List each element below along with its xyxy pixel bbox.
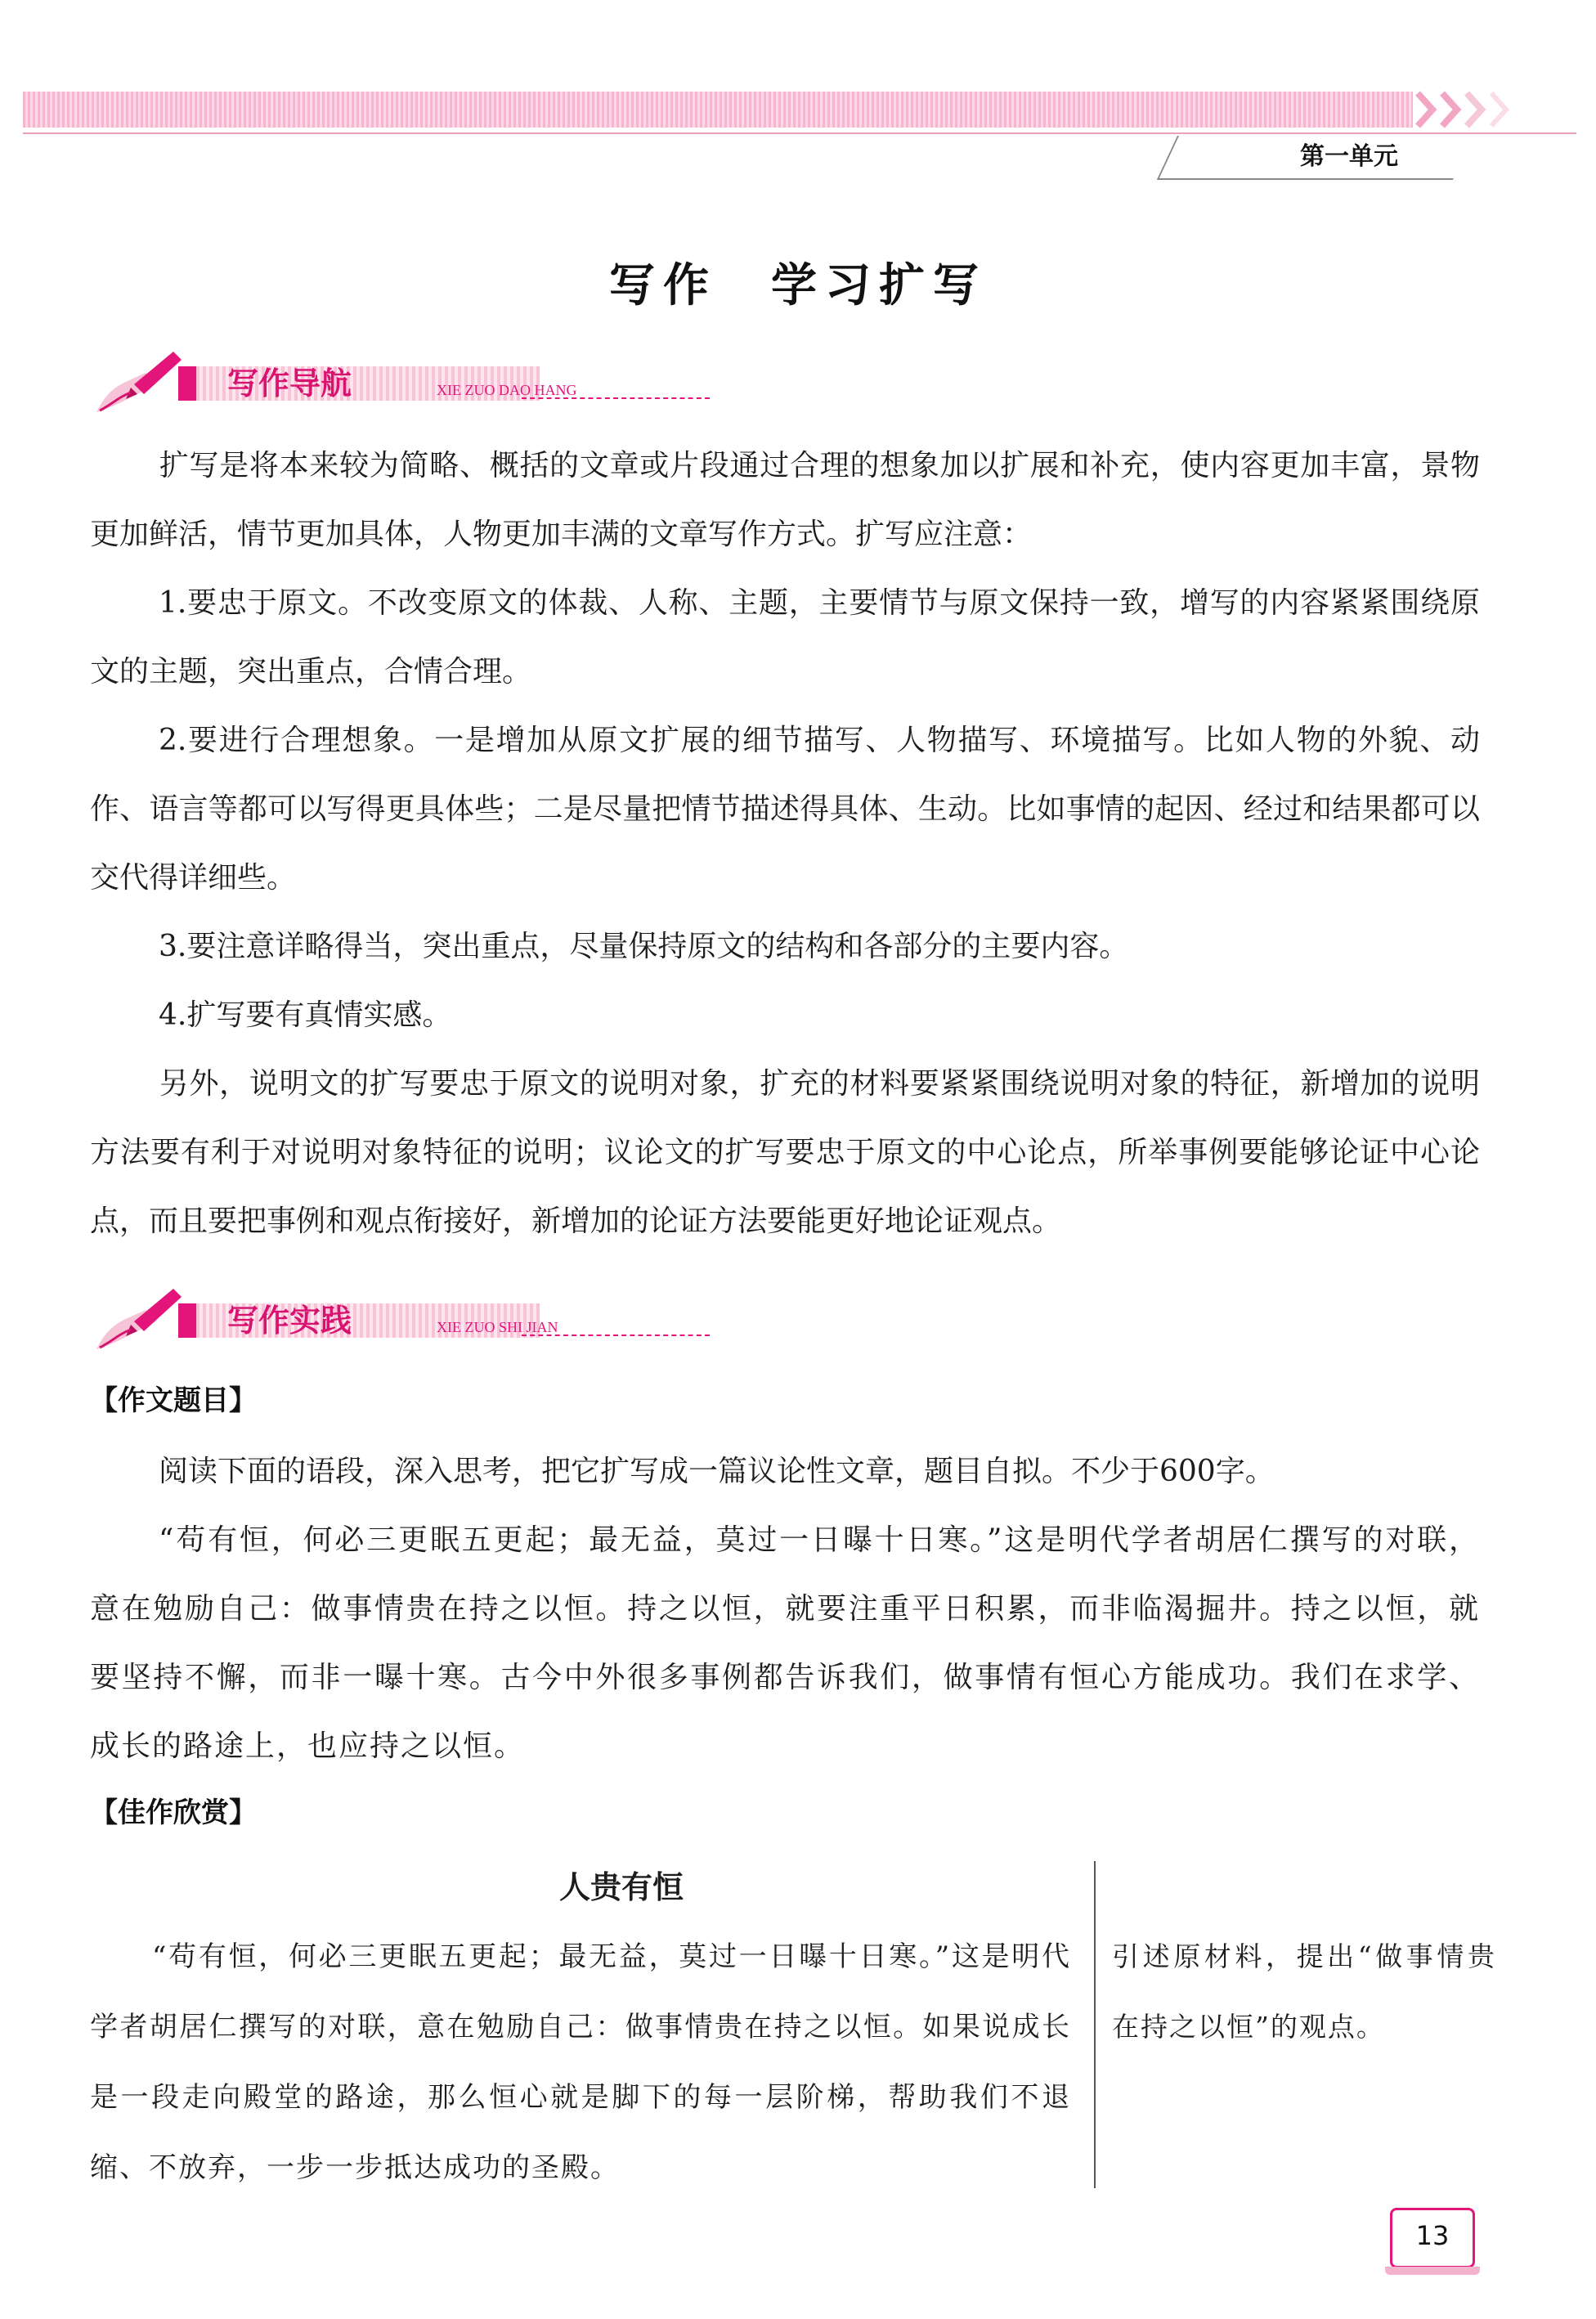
- guide-paragraph-3: 2.要进行合理想象。一是增加从原文扩展的细节描写、人物描写、环境描写。比如人物的外貌、动作、语言等都可以写得更具体些；二是尽量把情节描述得具体、生动。比如事情的起因、经过和结果都可以交代得详细些。: [90, 724, 1480, 895]
- guide-paragraph-2: 1.要忠于原文。不改变原文的体裁、人称、主题，主要情节与原文保持一致，增写的内容紧紧围绕原文的主题，突出重点，合情合理。: [90, 586, 1480, 689]
- guide-paragraph-6: 另外，说明文的扩写要忠于原文的说明对象，扩充的材料要紧紧围绕说明对象的特征，新增加的说明方法要有利于对说明对象特征的说明；议论文的扩写要忠于原文的中心论点，所举事例要能够论证中心论点，而且要把事例和观点衔接好，新增加的论证方法要能更好地论证观点。: [90, 1067, 1480, 1238]
- chevron-right-icon: [1414, 88, 1513, 131]
- guide-paragraph-5: 4.扩写要有真情实感。: [159, 998, 452, 1032]
- section-header-guide: [88, 347, 677, 420]
- section-header-practice: [88, 1284, 677, 1357]
- topic-tag: 【作文题目】: [90, 1384, 257, 1417]
- essay-title: 人贵有恒: [558, 1868, 684, 1905]
- topic-material: “苟有恒，何必三更眠五更起；最无益，莫过一日曝十日寒。”这是明代学者胡居仁撰写的对联，意在勉励自己：做事情贵在持之以恒。持之以恒，就要注重平日积累，而非临渴掘井。持之以恒，就要坚持不懈，而非一曝十寒。古今中外很多事例都告诉我们，做事情有恒心方能成功。我们在求学、成长的路途上，也应持之以恒。: [90, 1523, 1480, 1763]
- section-label: 写作实践: [227, 1303, 352, 1339]
- appreciation-tag: 【佳作欣赏】: [90, 1796, 257, 1829]
- column-divider: [1094, 1861, 1096, 2188]
- essay-text: “苟有恒，何必三更眠五更起；最无益，莫过一日曝十日寒。”这是明代学者胡居仁撰写的对联，意在勉励自己：做事情贵在持之以恒。如果说成长是一段走向殿堂的路途，那么恒心就是脚下的每一层阶梯，帮助我们不退缩、不放弃，一步一步抵达成功的圣殿。: [90, 1940, 1071, 2184]
- section-pinyin: XIE ZUO DAO HANG: [437, 382, 577, 398]
- header-band: [23, 92, 1413, 128]
- guide-paragraph-1: 扩写是将本来较为简略、概括的文章或片段通过合理的想象加以扩展和补充，使内容更加丰富，景物更加鲜活，情节更加具体，人物更加丰满的文章写作方式。扩写应注意：: [90, 449, 1480, 551]
- section-label: 写作导航: [227, 366, 352, 401]
- essay-comment: 引述原材料，提出“做事情贵在持之以恒”的观点。: [1112, 1940, 1496, 2043]
- section-dash: [522, 1334, 710, 1336]
- header-line: [23, 132, 1576, 134]
- unit-label: 第一单元: [1300, 142, 1398, 171]
- page-title: 写作 学习扩写: [609, 258, 987, 312]
- pen-icon: [88, 1284, 186, 1357]
- topic-instruction: 阅读下面的语段，深入思考，把它扩写成一篇议论性文章，题目自拟。不少于600字。: [159, 1455, 1275, 1488]
- page-number: 13: [1390, 2208, 1475, 2268]
- page-number-base: [1385, 2267, 1480, 2275]
- pen-icon: [88, 347, 186, 420]
- guide-paragraph-4: 3.要注意详略得当，突出重点，尽量保持原文的结构和各部分的主要内容。: [159, 930, 1129, 963]
- section-pinyin: XIE ZUO SHI JIAN: [437, 1319, 558, 1335]
- section-dash: [522, 397, 710, 399]
